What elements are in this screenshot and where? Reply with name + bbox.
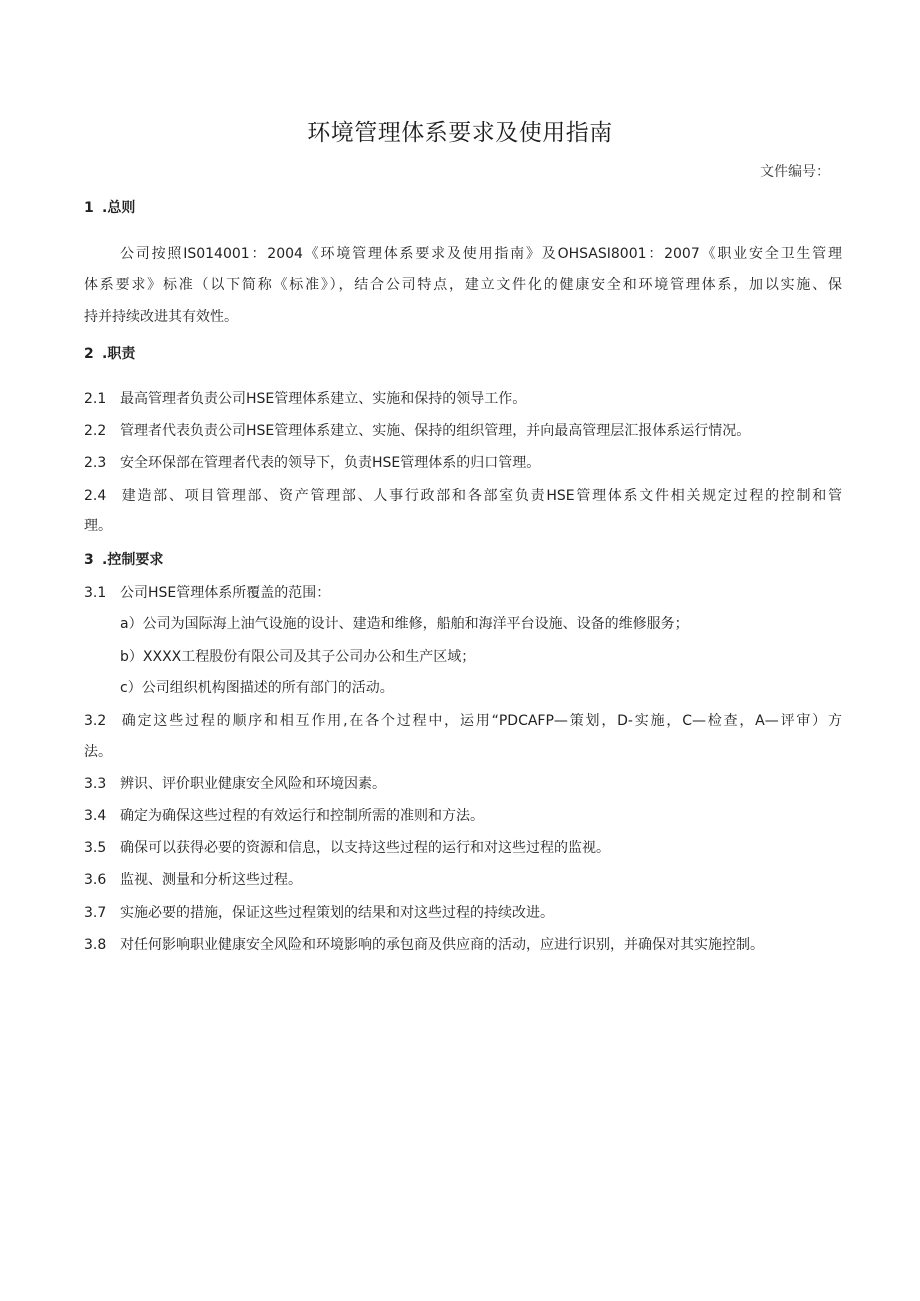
clause-text: 监视、测量和分析这些过程。	[120, 872, 302, 888]
section-title: .控制要求	[102, 552, 164, 568]
clause-text: 公司HSE管理体系所覆盖的范围：	[120, 585, 331, 601]
section-number: 3	[84, 552, 94, 568]
document-number-label: 文件编号：	[760, 164, 830, 180]
clause-number: 3.3	[84, 776, 107, 792]
scope-list-item: a）公司为国际海上油气设施的设计、建造和维修，船舶和海洋平台设施、设备的维修服务；	[120, 616, 689, 632]
clause-text: 最高管理者负责公司HSE管理体系建立、实施和保持的领导工作。	[120, 391, 527, 407]
section-heading-duties	[84, 344, 842, 364]
clause-number: 3.4	[84, 808, 107, 824]
clause-text: 确定这些过程的顺序和相互作用,在各个过程中，运用“PDCAFP—策划，D-实施，C—检查，A—评审）方	[120, 713, 842, 729]
clause-continuation: 法。	[84, 744, 112, 760]
clause-number: 3.6	[84, 872, 107, 888]
clause-number: 2.2	[84, 423, 107, 439]
scope-list-item: c）公司组织机构图描述的所有部门的活动。	[120, 680, 394, 696]
scope-list-item: b）XXXX工程股份有限公司及其子公司办公和生产区域；	[120, 649, 476, 665]
clause-number: 3.1	[84, 585, 107, 601]
control-item	[84, 711, 842, 731]
document-title: 环境管理体系要求及使用指南	[307, 120, 613, 146]
clause-number: 3.2	[84, 713, 107, 729]
clause-text: 确保可以获得必要的资源和信息，以支持这些过程的运行和对这些过程的监视。	[120, 840, 610, 856]
clause-text: 对任何影响职业健康安全风险和环境影响的承包商及供应商的活动，应进行识别，并确保对其实施控制。	[120, 937, 764, 953]
clause-text: 管理者代表负责公司HSE管理体系建立、实施、保持的组织管理，并向最高管理层汇报体系运行情况。	[120, 423, 751, 439]
clause-number: 2.1	[84, 391, 107, 407]
clause-number: 2.4	[84, 488, 107, 504]
duty-item	[84, 453, 842, 473]
section-heading-general	[84, 198, 842, 218]
clause-text: 建造部、项目管理部、资产管理部、人事行政部和各部室负责HSE管理体系文件相关规定过程的控制和管	[120, 488, 842, 504]
control-item	[84, 903, 842, 923]
control-item	[84, 870, 842, 890]
control-item	[84, 838, 842, 858]
clause-text: 辨识、评价职业健康安全风险和环境因素。	[120, 776, 386, 792]
duty-item	[84, 389, 842, 409]
control-item	[84, 774, 842, 794]
clause-continuation: 理。	[84, 518, 112, 534]
control-item	[84, 935, 842, 955]
section-title: .职责	[102, 346, 136, 362]
control-item	[84, 806, 842, 826]
clause-text: 实施必要的措施，保证这些过程策划的结果和对这些过程的持续改进。	[120, 905, 554, 921]
section-heading-control	[84, 550, 842, 570]
intro-paragraph-line: 体系要求》标准（以下简称《标准》），结合公司特点，建立文件化的健康安全和环境管理体系，加以实施、保	[84, 277, 842, 293]
clause-number: 3.7	[84, 905, 107, 921]
duty-item	[84, 486, 842, 506]
clause-number: 2.3	[84, 455, 107, 471]
section-number: 1	[84, 200, 94, 216]
intro-paragraph-line: 公司按照IS014001：2004《环境管理体系要求及使用指南》及OHSASI8001：2007《职业安全卫生管理	[120, 246, 842, 262]
intro-paragraph-line: 持并持续改进其有效性。	[84, 309, 238, 325]
clause-number: 3.5	[84, 840, 107, 856]
clause-text: 确定为确保这些过程的有效运行和控制所需的准则和方法。	[120, 808, 484, 824]
section-number: 2	[84, 346, 94, 362]
control-item	[84, 583, 842, 603]
duty-item	[84, 421, 842, 441]
clause-text: 安全环保部在管理者代表的领导下，负责HSE管理体系的归口管理。	[120, 455, 541, 471]
section-title: .总则	[102, 200, 136, 216]
clause-number: 3.8	[84, 937, 107, 953]
